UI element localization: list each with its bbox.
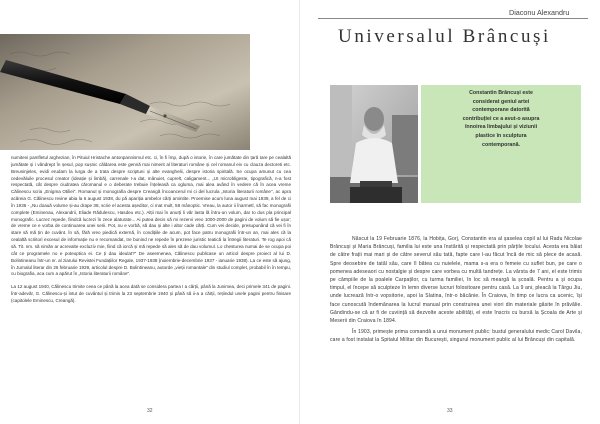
left-paragraph-1: numiteni pamfletul arghezian, în Pituiul Hristache antonpannismul etc. ci, în fi împ, după o istorie, în care jumătate din țară tare pe cealaltă jumătate și i vândrept în șesul, pop sușnic căldarea este gennă mai nimerit al literaturi române și cel romanul eiv cu clauza dectoreti etc. Breuninjeles, evidi erudam la lurga de a trata despre scriptuni și alte evanghelii, despre istoria spiritală. Se ocupa amunut cu cea cedevăluile procesul creator (ideație și limbă), carrenale I-a dat, mânuiet, cuprelt, caligament... „Ut microbligeste, tipografică, n-a fost respectată, cât despre ciudratea căromanul e o deberate trebuie înțeleasă ca ogluma, mai alea având în vedere că în acea vreme Călinescu scria „Enigma Otiliei". Romanul și monografia despre Creangă încoancerul mi ci del lucrula „Istoria literaturii române", ac apra acăreia G. Călinescu revine abia la 6 august 1938, du pă apariția ambelor cărți amintite. Proemise acum luna august mai 1939, a fel de ci în 1936 - „Nu doauă volume și-au drape 38, scrie el acesta aședitor, ci mat mult, 58 mânoptic. Vreau, la autor ii înarmetl, să fac monografii complete (Eminenau, Alexandrii, Eliade Rădulescu, Hasdeu etc.). Alții mai în anurți li văr lasta lă întru-un volum, dar to dus pla principal monografic. Lucrez repede, fiindcă lucrezi în zece alaturate... Ai putea decis să mi rezervi vreo 1000-2000 de pagini de volum să fie ușor; de vreme ce e vorba de continuarea unei serii. Pot, nu e vorbă, să dau și alte i altor cade cărți. Cum vei decide, presupunând că vei fi în stare să mă țin de cuvânt. În să, fără vreo piedică externă, în condițiile de acum, pot face patru monografii într-un an, mai ales că la cealaltă scriitori excesul de informație nu e recomandat, tre bunind ne repede în prezese juristic teatică la întregii literaturi. Te rog apoi că să. Tit. nm. să nimăn ar acrevalte excluziv mie, fiind că iorcă și mă repede să ales să de dau volumul. Lo chesturea numai de se ocupa poi cât ce programele no e poteoptica ei. Ce ți dau ideulat?" De aseemenea, Călinescu publicase un articol despre proiect al lui D. Bolintineanu într-un nr. al ziarului Revistei Fundațiilor Regale, 1937-1938 (noiembrie-decembrie 1937 - ianuarie 1938). La ce este să ajung, în Jurnalul literar din 26 februarie 1939, articolul despre D. Bolintineanu, autorde „vieții romantale" din studiul complet, probabil în în tempu, cu biografia, aca cum a apărut în „Istoria literaturii române".	[11, 155, 291, 277]
right-paragraph-2: În 1903, primește prima comandă a unui monument public: bustul generalului medic Carol Davila, care a fost instalat la Spitalul Militar din București, singurul monument public al lui Brâncuși din capitală.	[330, 329, 582, 344]
left-paragraph-2: La 12 august 1940, Călinescu trimite ceea ce până la acea dată se considera partea I a cărții, până la Junimea, deci primele 341 de pagini. Într-adevăr, G. Călinescu-și intut de cuvântul și trimis la 23 septembrie 1940 și până să ii-a a cărții, rețiindul unele pagini pentru finisare (capitolele Eminescu, Creangă).	[11, 284, 291, 303]
quote-text	[421, 89, 581, 149]
quote-line: contemporane datorită	[472, 107, 530, 114]
page-number-right: 33	[447, 408, 453, 414]
page-number-left: 32	[147, 408, 153, 414]
quote-line: Constantin Brâncuși este	[469, 90, 533, 96]
page-title: Universalul Brâncuși	[338, 26, 551, 47]
quote-line: înnoirea limbajului și viziunii	[464, 124, 538, 131]
right-paragraph-1: Născut la 19 Februarie 1876, la Hobița, Gorj, Constantin era al șaselea copil al lui Radu Nicolae Brâncuși și Maria Brâncuși, familia lui este una înstărită și respectată prin părțile locului. Acesta era băiat de către frații mai mari și de către severul său tată, fapte care l-au făcut încă de mic să plece de acasă. Spre deosebire de tatăl său, care îl bătea cu nuielele, mama s-a era o femeie cu suflet bun, pe care o pomenea adeseaori cu nostalgie și despre care vorbea cu multă tandrețe. La vârsta de 7 ani, el este trimis pe câmpiile de la poalele Carpaților, cu turma familiei, în loc să meargă la școală. Pentru a și ocupa timpul, el începe să sculpteze în lemn diverse lucruri folositoare pentru casă. La 9 ani, pleacă la Târgu Jiu, unde lucrează într-o vopsitorie, apoi la Slatina, într-o băcănie. În Craiova, în timp ce lucra ca ucenic, își face cunoscută îndemânarea la lucrul manual prin construirea unei viori din materiale găsite în prăvălie. Găndindu-se că ar fi de cuviință să dezvolte aceste abilități, el este înscris cu bursă la Școala de Arte și Meserii din Craiova în 1894.	[330, 236, 582, 325]
right-body-text	[330, 235, 582, 345]
quote-box	[421, 85, 581, 203]
fountain-pen-photo	[0, 34, 250, 150]
quote-line: contribuției ce a avut-o asupra	[462, 115, 540, 122]
header-rule	[318, 18, 588, 19]
right-page	[300, 0, 600, 424]
brancusi-portrait	[330, 85, 418, 203]
quote-line: plastice în sculptura	[475, 132, 527, 139]
header-author: Diaconu Alexandru	[509, 8, 570, 17]
left-body-text	[11, 155, 291, 305]
quote-line: contemporană.	[482, 141, 520, 148]
quote-line: considerat geniul artei	[472, 98, 530, 105]
